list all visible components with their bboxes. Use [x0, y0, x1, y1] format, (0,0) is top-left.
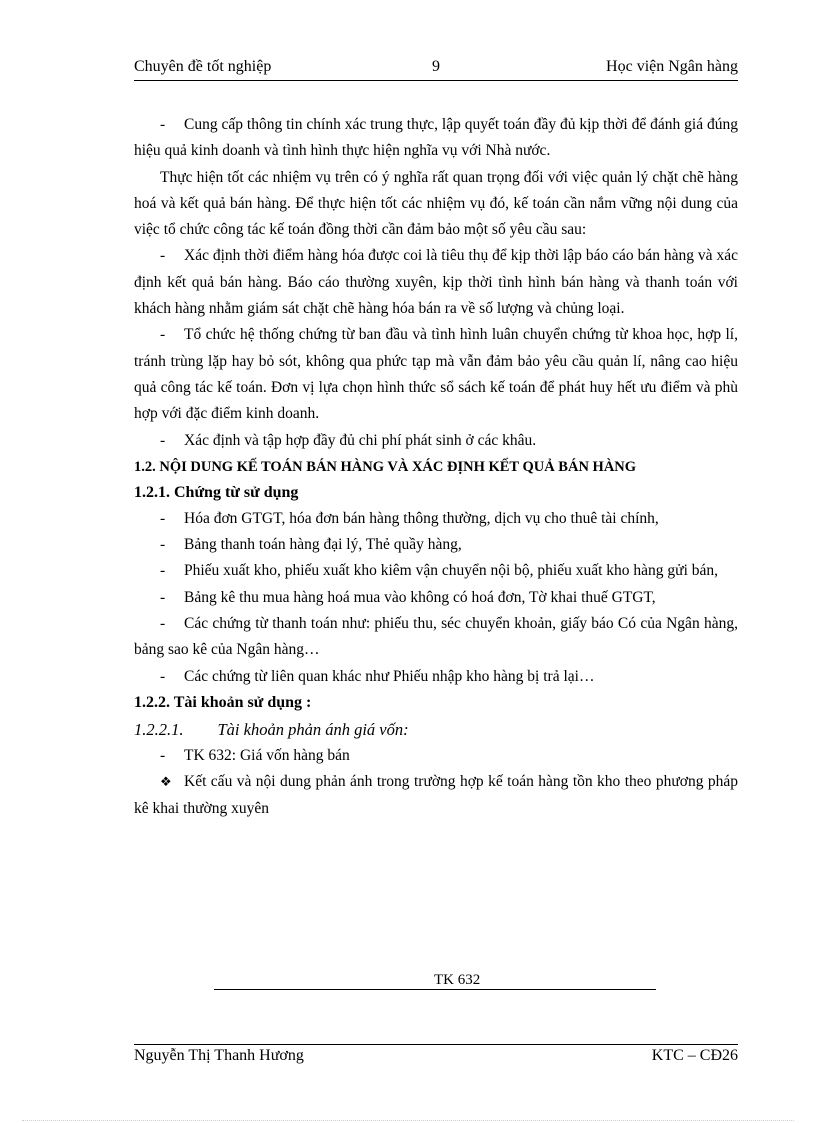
footer-class-code: KTC – CĐ26	[651, 1047, 738, 1064]
account-item	[134, 743, 738, 769]
page-footer	[134, 1044, 738, 1069]
document-item	[134, 506, 738, 532]
document-item	[134, 532, 738, 558]
dash-bullet: -	[160, 562, 166, 580]
dash-bullet: -	[160, 667, 166, 685]
section-heading-1-2-2: 1.2.2. Tài khoản sử dụng :	[134, 693, 312, 711]
dash-bullet: -	[160, 615, 166, 633]
paragraph-3	[134, 243, 738, 322]
page-body	[134, 112, 738, 822]
document-item-text: Bảng kê thu mua hàng hoá mua vào không có hoá đơn, Tờ khai thuế GTGT,	[184, 588, 656, 606]
account-item-text: TK 632: Giá vốn hàng bán	[184, 746, 350, 764]
document-item	[134, 558, 738, 584]
document-item-text: Các chứng từ liên quan khác như Phiếu nhập kho hàng bị trả lại…	[184, 667, 595, 685]
subsection-number: 1.2.2.1.	[134, 719, 184, 739]
dash-bullet: -	[160, 247, 166, 265]
dash-bullet: -	[160, 746, 166, 764]
section-heading-1-2-1: 1.2.1. Chứng từ sử dụng	[134, 483, 299, 501]
paragraph-3-text: Xác định thời điểm hàng hóa được coi là tiêu thụ để kịp thời lập báo cáo bán hàng và xác định kết quả bán hàng. Báo cáo thường xuyên, kịp thời tình hình bán hàng và thanh toán với khách hàng nhằm giám sát chặt chẽ hàng hóa bán ra về số lượng và chủng loại.	[134, 247, 738, 318]
diamond-bullet-icon: ❖	[160, 774, 172, 790]
t-account-label: TK 632	[434, 972, 481, 988]
header-page-number: 9	[432, 58, 440, 75]
document-item-text: Bảng thanh toán hàng đại lý, Thẻ quầy hàng,	[184, 536, 462, 554]
paragraph-5-text: Xác định và tập hợp đầy đủ chi phí phát sinh ở các khâu.	[184, 431, 537, 449]
section-heading-1-2-2-1	[134, 716, 738, 743]
paragraph-1	[134, 112, 738, 165]
dash-bullet: -	[160, 509, 166, 527]
paragraph-5	[134, 428, 738, 454]
dash-bullet: -	[160, 536, 166, 554]
document-item	[134, 664, 738, 690]
document-item-text: Phiếu xuất kho, phiếu xuất kho kiêm vận chuyển nội bộ, phiếu xuất kho hàng gửi bán,	[184, 562, 719, 580]
paragraph-4	[134, 322, 738, 427]
document-item	[134, 611, 738, 664]
document-item-text: Hóa đơn GTGT, hóa đơn bán hàng thông thường, dịch vụ cho thuê tài chính,	[184, 509, 659, 527]
dash-bullet: -	[160, 431, 166, 449]
paragraph-1-text: Cung cấp thông tin chính xác trung thực, lập quyết toán đầy đủ kịp thời để đánh giá đúng hiệu quả kinh doanh và tình hình thực hiện nghĩa vụ với Nhà nước.	[134, 116, 738, 160]
t-account-line	[214, 989, 656, 990]
header-document-title: Chuyên đề tốt nghiệp	[134, 58, 272, 75]
document-item-text: Các chứng từ thanh toán như: phiếu thu, séc chuyển khoản, giấy báo Có của Ngân hàng, bảng sao kê của Ngân hàng…	[134, 615, 738, 659]
structure-note	[134, 769, 738, 822]
footer-author: Nguyễn Thị Thanh Hương	[134, 1047, 304, 1064]
paragraph-4-text: Tổ chức hệ thống chứng từ ban đầu và tình hình luân chuyển chứng từ khoa học, hợp lí, tránh trùng lặp hay bỏ sót, không qua phức tạp mà vẫn đảm bảo yêu cầu quản lí, nâng cao hiệu quả công tác kế toán. Đơn vị lựa chọn hình thức sổ sách kế toán để phát huy hết ưu điểm và phù hợp với đặc điểm kinh doanh.	[134, 326, 738, 423]
paragraph-2: Thực hiện tốt các nhiệm vụ trên có ý nghĩa rất quan trọng đối với việc quản lý chặt chẽ hàng hoá và kết quả bán hàng. Để thực hiện tốt các nhiệm vụ đó, kế toán cần nắm vững nội dung của việc tổ chức công tác kế toán đồng thời cần đảm bảo một số yêu cầu sau:	[134, 168, 738, 239]
subsection-title: Tài khoản phản ánh giá vốn:	[217, 719, 409, 739]
dash-bullet: -	[160, 116, 166, 133]
section-heading-1-2: 1.2. NỘI DUNG KẾ TOÁN BÁN HÀNG VÀ XÁC ĐỊNH KẾT QUẢ BÁN HÀNG	[134, 458, 637, 475]
page-header	[134, 58, 738, 81]
dash-bullet: -	[160, 588, 166, 606]
structure-note-text: Kết cấu và nội dung phản ánh trong trường hợp kế toán hàng tồn kho theo phương pháp kê khai thường xuyên	[134, 773, 738, 817]
dash-bullet: -	[160, 326, 166, 344]
page-edge-divider	[22, 1120, 794, 1121]
document-item	[134, 585, 738, 611]
header-institution: Học viện Ngân hàng	[606, 58, 738, 75]
